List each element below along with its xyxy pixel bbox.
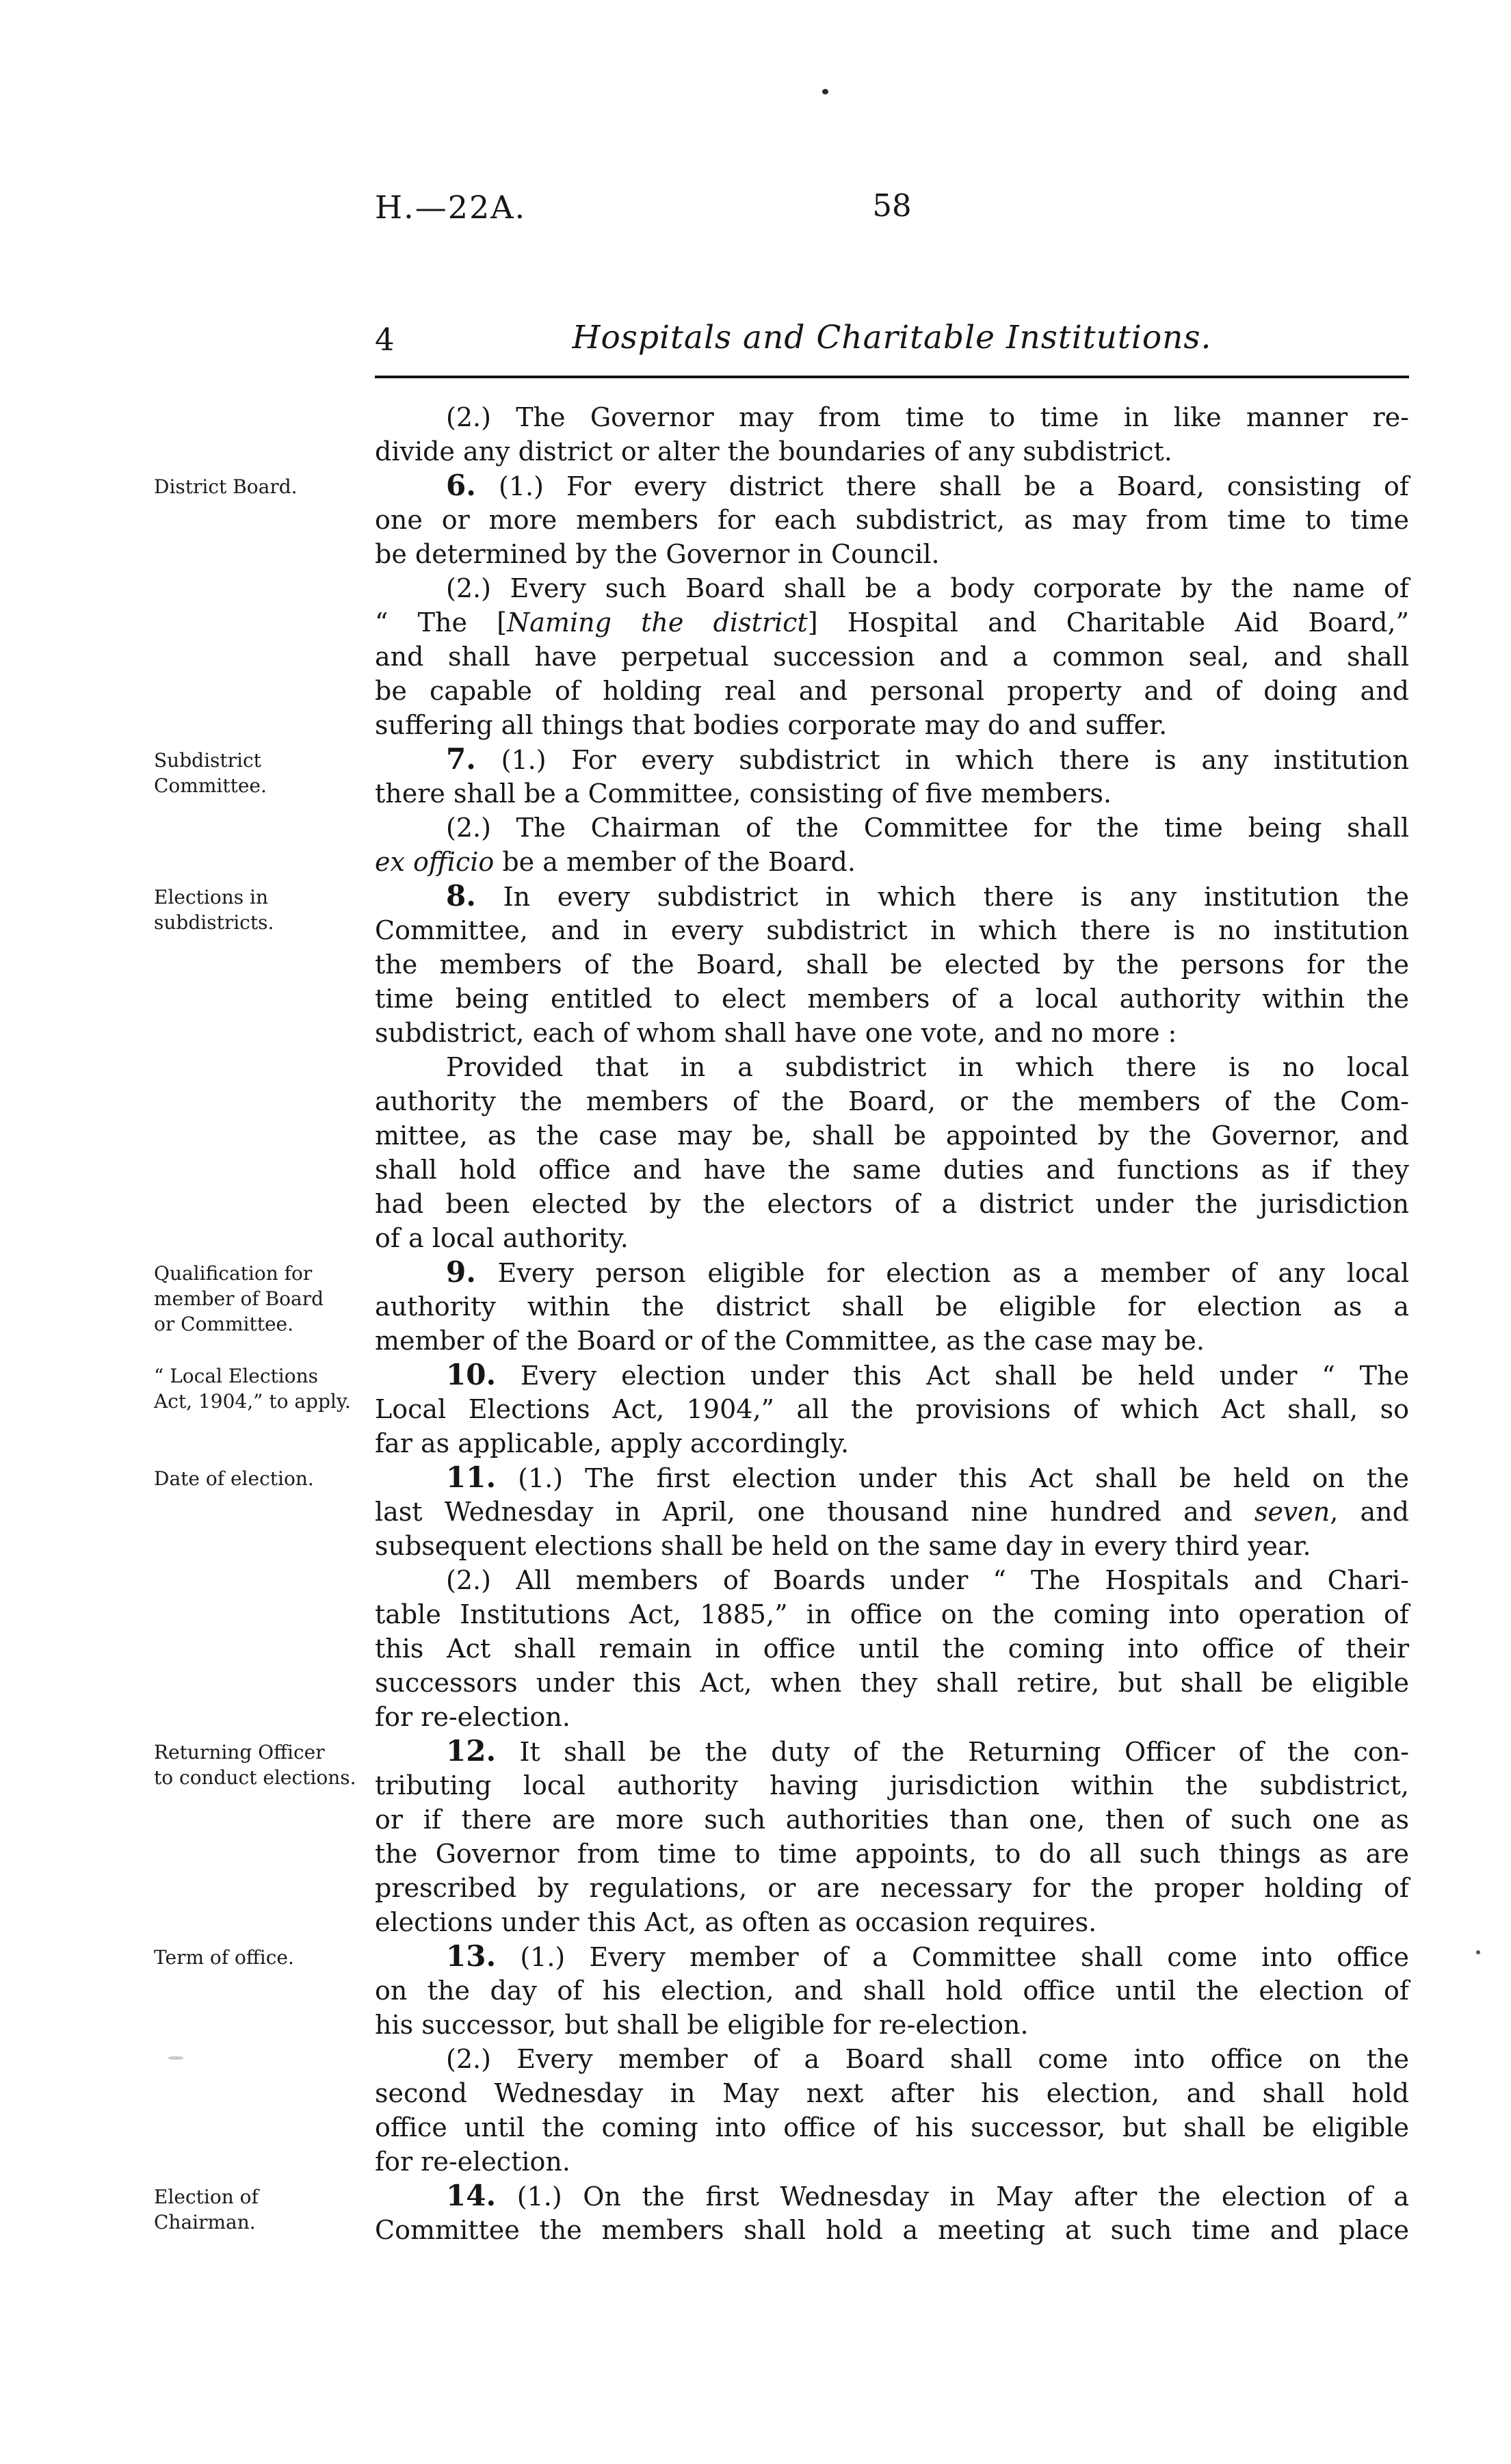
section-number: 7. — [446, 742, 476, 776]
text-segment: (1.) For every subdistrict in which there is any institution — [475, 745, 1409, 775]
text-segment: for re-election. — [375, 2147, 570, 2177]
text-segment: (1.) The first election under this Act shall be held on the — [496, 1463, 1409, 1493]
text-segment: of a local authority. — [375, 1223, 629, 1253]
text-segment: one or more members for each subdistrict, as may from time to time — [375, 505, 1409, 535]
text-line — [375, 982, 1409, 1016]
text-segment: (2.) The Governor may from time to time in like manner re- — [446, 402, 1409, 432]
text-line — [375, 1187, 1409, 1221]
text-segment: Committee, and in every subdistrict in which there is no institution — [375, 915, 1409, 945]
text-segment: prescribed by regulations, or are necessary for the proper holding of — [375, 1873, 1409, 1903]
text-line — [375, 1289, 1409, 1324]
text-line — [375, 1666, 1409, 1700]
text-segment: successors under this Act, when they shall retire, but shall be eligible — [375, 1668, 1409, 1698]
text-segment: (2.) The Chairman of the Committee for the time being shall — [446, 813, 1409, 843]
text-line — [375, 1974, 1409, 2008]
text-line — [375, 537, 1409, 571]
scan-speck — [822, 89, 828, 94]
text-segment: It shall be the duty of the Returning Officer of the con- — [496, 1737, 1409, 1767]
text-segment: Naming the district — [507, 607, 808, 638]
text-line — [375, 742, 1409, 776]
text-line — [375, 708, 1409, 742]
text-segment: subdistrict, each of whom shall have one vote, and no more : — [375, 1018, 1177, 1048]
divider-rule — [375, 376, 1409, 378]
text-line — [375, 913, 1409, 947]
text-segment: this Act shall remain in office until the coming into office of their — [375, 1634, 1409, 1664]
margin-note — [154, 1945, 369, 1970]
section-number: 14. — [446, 2179, 497, 2212]
margin-note — [154, 1363, 369, 1414]
text-segment: elections under this Act, as often as occasion requires. — [375, 1907, 1097, 1937]
margin-note-line: Committee. — [154, 774, 267, 797]
text-line — [375, 811, 1409, 845]
text-segment: second Wednesday in May next after his election, and shall hold — [375, 2078, 1409, 2108]
text-line — [375, 640, 1409, 674]
text-line — [375, 469, 1409, 503]
text-segment: divide any district or alter the boundaries of any subdistrict. — [375, 436, 1172, 467]
text-line — [375, 845, 1409, 879]
text-line — [375, 1939, 1409, 1974]
text-line — [375, 1597, 1409, 1631]
text-line — [375, 776, 1409, 811]
text-segment: his successor, but shall be eligible for re-election. — [375, 2010, 1029, 2040]
secondary-page-number: 4 — [375, 322, 395, 358]
text-segment: there shall be a Committee, consisting of five members. — [375, 778, 1112, 809]
text-line — [375, 1118, 1409, 1153]
text-line — [375, 1358, 1409, 1392]
margin-note-line: Date of election. — [154, 1467, 314, 1490]
text-segment: suffering all things that bodies corporate may do and suffer. — [375, 710, 1168, 740]
text-segment: the Governor from time to time appoints, to do all such things as are — [375, 1839, 1409, 1869]
text-segment: time being entitled to elect members of a local authority within the — [375, 984, 1409, 1014]
margin-note-line: to conduct elections. — [154, 1766, 356, 1789]
text-segment: ] Hospital and Charitable Aid Board,” — [807, 607, 1409, 638]
text-segment: subsequent elections shall be held on the same day in every third year. — [375, 1531, 1311, 1561]
scan-speck — [168, 2056, 183, 2060]
margin-note-line: Subdistrict — [154, 749, 261, 772]
text-segment: be capable of holding real and personal property and of doing and — [375, 676, 1409, 706]
text-segment: member of the Board or of the Committee, as the case may be. — [375, 1326, 1205, 1356]
margin-note-line: Qualification for — [154, 1262, 313, 1285]
text-line — [375, 571, 1409, 605]
margin-note-line: Election of — [154, 2186, 259, 2208]
text-line — [375, 1837, 1409, 1871]
text-line — [375, 1734, 1409, 1768]
text-segment: office until the coming into office of his successor, but shall be eligible — [375, 2112, 1409, 2142]
text-line — [375, 2213, 1409, 2247]
text-line — [375, 1016, 1409, 1050]
text-segment: far as applicable, apply accordingly. — [375, 1428, 850, 1458]
text-line — [375, 1255, 1409, 1289]
text-segment: on the day of his election, and shall hold office until the election of — [375, 1976, 1409, 2006]
text-line — [375, 1768, 1409, 1803]
section-number: 6. — [446, 469, 476, 502]
text-segment: (2.) Every member of a Board shall come into office on the — [446, 2044, 1409, 2074]
text-segment: and shall have perpetual succession and a common seal, and shall — [375, 642, 1409, 672]
section-number: 9. — [446, 1255, 476, 1289]
text-segment: had been elected by the electors of a district under the jurisdiction — [375, 1189, 1409, 1219]
text-line — [375, 1871, 1409, 1905]
text-line — [375, 1324, 1409, 1358]
text-line — [375, 947, 1409, 982]
text-line — [375, 1084, 1409, 1118]
margin-note — [154, 2184, 369, 2235]
text-line — [375, 503, 1409, 537]
margin-note-line: Chairman. — [154, 2211, 256, 2233]
section-number: 12. — [446, 1734, 497, 1768]
text-line — [375, 1495, 1409, 1529]
margin-note-line: Returning Officer — [154, 1741, 325, 1764]
text-segment: “ The [ — [375, 607, 508, 638]
text-segment: (1.) On the first Wednesday in May after the election of a — [496, 2181, 1409, 2212]
text-line — [375, 1050, 1409, 1084]
section-number: 13. — [446, 1939, 497, 1973]
text-segment: , and — [1330, 1497, 1409, 1527]
text-segment: table Institutions Act, 1885,” in office on the coming into operation of — [375, 1599, 1409, 1629]
text-segment: last Wednesday in April, one thousand nine hundred and — [375, 1497, 1254, 1527]
text-line — [375, 2042, 1409, 2076]
text-line — [375, 434, 1409, 469]
body-text — [375, 400, 1409, 2247]
margin-note-line: Act, 1904,” to apply. — [154, 1390, 351, 1413]
margin-note — [154, 884, 369, 935]
text-segment: or if there are more such authorities than one, then of such one as — [375, 1805, 1409, 1835]
text-line — [375, 1700, 1409, 1734]
text-line — [375, 879, 1409, 913]
margin-note — [154, 474, 369, 499]
text-segment: Local Elections Act, 1904,” all the provisions of which Act shall, so — [375, 1394, 1409, 1424]
text-line — [375, 1426, 1409, 1460]
section-number: 10. — [446, 1358, 497, 1391]
text-line — [375, 2008, 1409, 2042]
text-line — [375, 2110, 1409, 2145]
report-number: H.—22A. — [375, 189, 527, 226]
text-line — [375, 605, 1409, 640]
text-line — [375, 1905, 1409, 1939]
text-segment: Committee the members shall hold a meeting at such time and place — [375, 2215, 1409, 2245]
text-line — [375, 1529, 1409, 1563]
text-segment: (1.) Every member of a Committee shall come into office — [496, 1942, 1409, 1972]
margin-note-line: District Board. — [154, 475, 298, 498]
margin-note-line: Elections in — [154, 886, 269, 908]
text-segment: ex officio — [375, 847, 495, 877]
text-segment: mittee, as the case may be, shall be appointed by the Governor, and — [375, 1120, 1409, 1151]
text-segment: (2.) Every such Board shall be a body corporate by the name of — [446, 573, 1409, 603]
margin-note — [154, 748, 369, 798]
text-segment: tributing local authority having jurisdiction within the subdistrict, — [375, 1770, 1409, 1800]
text-line — [375, 1803, 1409, 1837]
text-line — [375, 1392, 1409, 1426]
text-segment: authority within the district shall be eligible for election as a — [375, 1292, 1409, 1322]
text-segment: be determined by the Governor in Council. — [375, 539, 940, 569]
text-segment: Provided that in a subdistrict in which there is no local — [446, 1052, 1409, 1082]
text-line — [375, 2179, 1409, 2213]
text-line — [375, 2145, 1409, 2179]
margin-note-line: “ Local Elections — [154, 1365, 319, 1387]
text-line — [375, 1221, 1409, 1255]
text-line — [375, 1563, 1409, 1597]
page-number: 58 — [872, 187, 912, 224]
text-segment: shall hold office and have the same duties and functions as if they — [375, 1155, 1409, 1185]
text-segment: Every person eligible for election as a member of any local — [475, 1258, 1409, 1288]
margin-note-line: member of Board — [154, 1287, 324, 1310]
margin-note-line: or Committee. — [154, 1313, 294, 1335]
margin-note — [154, 1261, 369, 1337]
text-segment: (1.) For every district there shall be a Board, consisting of — [475, 471, 1409, 501]
text-segment: be a member of the Board. — [494, 847, 856, 877]
text-segment: In every subdistrict in which there is any institution the — [475, 882, 1409, 912]
text-line — [375, 400, 1409, 434]
margin-note-line: subdistricts. — [154, 911, 274, 934]
text-line — [375, 674, 1409, 708]
text-segment: (2.) All members of Boards under “ The Hospitals and Chari- — [446, 1565, 1409, 1595]
margin-note — [154, 1466, 369, 1491]
section-number: 11. — [446, 1460, 497, 1494]
text-line — [375, 1631, 1409, 1666]
text-segment: the members of the Board, shall be elected by the persons for the — [375, 949, 1409, 980]
text-segment: for re-election. — [375, 1702, 570, 1732]
margin-note — [154, 1740, 369, 1790]
text-segment: Every election under this Act shall be held under “ The — [496, 1361, 1409, 1391]
text-line — [375, 1460, 1409, 1495]
text-line — [375, 2076, 1409, 2110]
section-number: 8. — [446, 879, 476, 913]
text-segment: authority the members of the Board, or the members of the Com- — [375, 1086, 1409, 1116]
scan-speck — [1476, 1950, 1480, 1954]
text-line — [375, 1153, 1409, 1187]
margin-note-line: Term of office. — [154, 1946, 294, 1969]
text-segment: seven — [1254, 1497, 1330, 1527]
running-title: Hospitals and Charitable Institutions. — [572, 319, 1212, 356]
